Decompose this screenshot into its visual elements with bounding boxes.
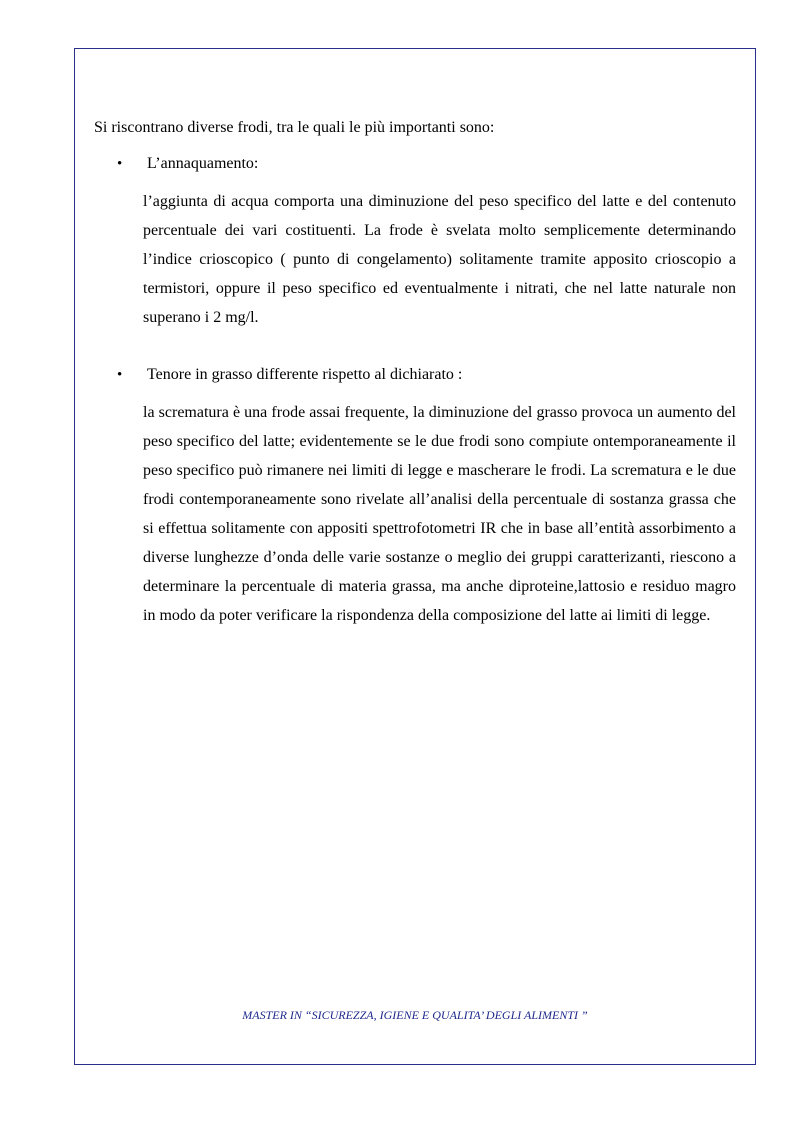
bullet-item-annaquamento — [117, 152, 258, 176]
section-text-annaquamento: l’aggiunta di acqua comporta una diminuzione del peso specifico del latte e del contenuto percentuale dei vari costituenti. La frode è svelata molto semplicemente determinando l’indice crioscopico ( punto di congelamento) solitamente tramite apposito crioscopio a termistori, oppure il peso specifico ed eventualmente i nitrati, che nel latte naturale non superano i 2 mg/l. — [143, 193, 736, 326]
intro-text: Si riscontrano diverse frodi, tra le quali le più importanti sono: — [94, 119, 495, 136]
bullet-item-tenore-grasso — [117, 363, 462, 387]
bullet-icon: • — [117, 367, 123, 383]
section-heading-tenore-grasso: Tenore in grasso differente rispetto al dichiarato : — [147, 366, 463, 383]
section-heading-annaquamento: L’annaquamento: — [147, 155, 259, 172]
section-text-tenore-grasso: la scrematura è una frode assai frequente, la diminuzione del grasso provoca un aumento del peso specifico del latte; evidentemente se le due frodi sono compiute ontemporaneamente il peso specifico può rimanere nei limiti di legge e mascherare le frodi. La scrematura e le due frodi contemporaneamente sono rivelate all’analisi della percentuale di sostanza grassa che si effettua solitamente con appositi spettrofotometri IR che in base all’entità assorbimento a diverse lunghezze d’onda delle varie sostanze o meglio dei gruppi caratterizanti, riescono a determinare la percentuale di materia grassa, ma anche diproteine,lattosio e residuo magro in modo da poter verificare la rispondenza della composizione del latte ai limiti di legge. — [143, 404, 736, 624]
footer-text: MASTER IN “SICUREZZA, IGIENE E QUALITA’ DEGLI ALIMENTI ” — [242, 1008, 588, 1022]
bullet-icon: • — [117, 156, 123, 172]
